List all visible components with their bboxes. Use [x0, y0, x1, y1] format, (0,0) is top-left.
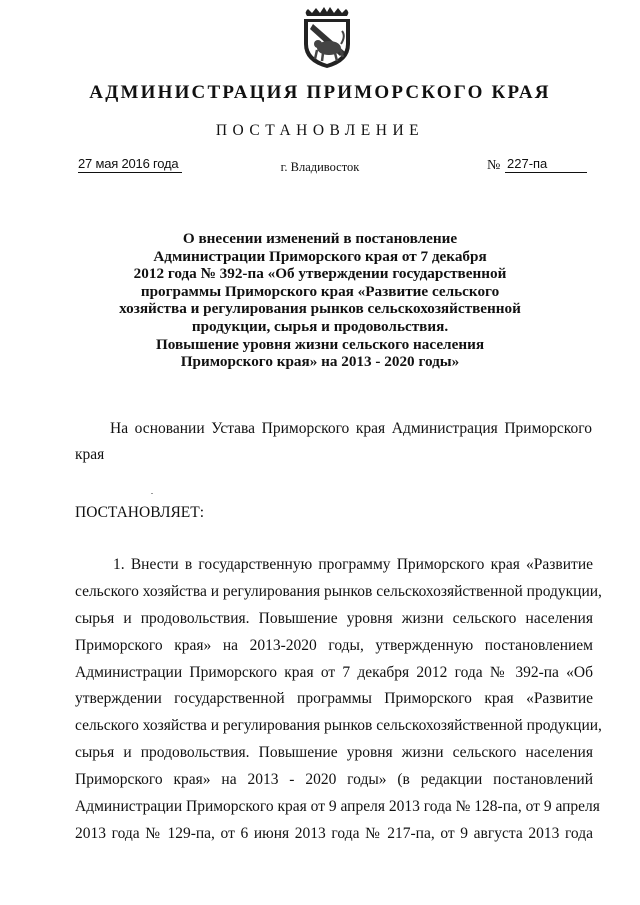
basis-line: края — [75, 446, 105, 463]
title-line: 2012 года № 392-па «Об утверждении государственной — [133, 265, 507, 283]
document-number: 227-па — [505, 156, 587, 173]
document-city: г. Владивосток — [280, 160, 360, 174]
resolves-heading: ПОСТАНОВЛЯЕТ: — [75, 504, 205, 521]
organization-name: АДМИНИСТРАЦИЯ ПРИМОРСКОГО КРАЯ — [89, 82, 551, 103]
title-line: программы Приморского края «Развитие сельского — [140, 282, 500, 300]
paragraph-line: Администрации Приморского края от 7 декабря 2012 года № 392-па «Об — [75, 663, 593, 681]
document-date: 27 мая 2016 года — [78, 156, 182, 173]
paragraph-line: сырья и продовольствия. Повышение уровня жизни сельского населения — [75, 744, 593, 762]
paragraph-line: Приморского края» на 2013 - 2020 годы» (в редакции постановлений — [75, 771, 593, 789]
title-line: О внесении изменений в постановление — [182, 230, 458, 247]
paragraph-line: 2013 года № 129-па, от 6 июня 2013 года № 217-па, от 9 августа 2013 года — [75, 824, 593, 842]
document-title — [100, 230, 540, 371]
paragraph-line: сельского хозяйства и регулирования рынков сельскохозяйственной продукции, — [75, 717, 602, 735]
coat-of-arms-icon — [299, 6, 355, 70]
paragraph-line: сырья и продовольствия. Повышение уровня жизни сельского населения — [75, 609, 593, 627]
paragraph-line: Приморского края» на 2013-2020 годы, утвержденную постановлением — [75, 636, 593, 654]
paragraph-line: сельского хозяйства и регулирования рынков сельскохозяйственной продукции, — [75, 582, 602, 600]
title-line: Администрации Приморского края от 7 декабря — [153, 247, 487, 265]
scan-speck — [151, 493, 153, 494]
paragraph-1 — [75, 552, 602, 848]
title-line: Приморского края» на 2013 - 2020 годы» — [180, 353, 460, 371]
paragraph-line: Администрации Приморского края от 9 апреля 2013 года № 128-па, от 9 апреля — [75, 798, 600, 816]
document-type: ПОСТАНОВЛЕНИЕ — [215, 122, 425, 139]
paragraph-line: утверждении государственной программы Приморского края «Развитие — [75, 690, 593, 708]
title-line: продукции, сырья и продовольствия. — [191, 317, 449, 335]
number-label: № — [487, 158, 501, 173]
paragraph-line: 1. Внести в государственную программу Приморского края «Развитие — [113, 556, 593, 573]
title-line: хозяйства и регулирования рынков сельскохозяйственной — [119, 300, 521, 318]
basis-line: На основании Устава Приморского края Администрация Приморского — [110, 420, 592, 437]
title-line: Повышение уровня жизни сельского населения — [155, 335, 485, 353]
